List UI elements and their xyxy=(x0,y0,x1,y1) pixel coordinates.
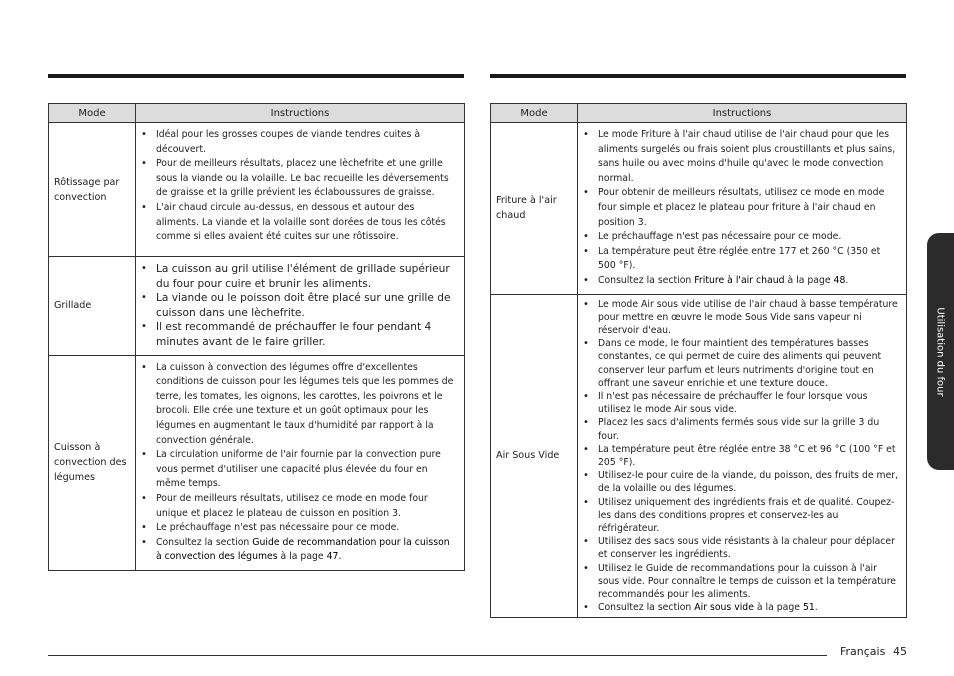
instructions-cell xyxy=(578,294,907,618)
list-item: • Le préchauffage n'est pas nécessaire pour ce mode. xyxy=(578,230,900,245)
right-column-rule xyxy=(490,74,906,78)
list-item: • La viande ou le poisson doit être placé sur une grille de cuisson dans une lèchefrite. xyxy=(136,291,458,320)
instructions-cell xyxy=(578,123,907,295)
list-item: • Il n'est pas nécessaire de préchauffer le four lorsque vous utilisez le mode Air sous vide. xyxy=(578,390,900,416)
table-header-row xyxy=(491,104,907,123)
reference-page: 48 xyxy=(833,274,846,286)
list-item xyxy=(578,274,900,289)
reference-page: 51 xyxy=(802,602,815,614)
instruction-list xyxy=(136,361,458,565)
reference-prefix: Consultez la section xyxy=(598,602,695,614)
list-item: • Utilisez uniquement des ingrédients frais et de qualité. Coupez-les dans des conditions propres et conservez-les au réfrigérateur. xyxy=(578,496,900,536)
list-item: • Le mode Friture à l'air chaud utilise de l'air chaud pour que les aliments surgelés ou frais soient plus croustillants et plus sains, sans huile ou avec moins d'huile qu'avec le mode convection normal. xyxy=(578,128,900,186)
mode-cell: Air Sous Vide xyxy=(491,294,578,618)
instruction-list xyxy=(578,298,900,615)
reference-middle: à la page xyxy=(277,551,327,563)
table-row xyxy=(491,123,907,295)
list-item: • Dans ce mode, le four maintient des températures basses constantes, ce qui permet de cuire des aliments qui peuvent conserver leur parfum et leurs nutriments d'origine tout en offrant une saveur enrichie et une texture douce. xyxy=(578,337,900,390)
footer-language: Français xyxy=(840,645,886,658)
list-item: • La température peut être réglée entre 38 °C et 96 °C (100 °F et 205 °F). xyxy=(578,443,900,469)
list-item: • Il est recommandé de préchauffer le four pendant 4 minutes avant de le faire griller. xyxy=(136,320,458,349)
reference-suffix: . xyxy=(845,274,849,286)
reference-middle: à la page xyxy=(753,602,803,614)
table-row xyxy=(491,294,907,618)
header-mode: Mode xyxy=(49,104,136,123)
list-item xyxy=(136,536,458,565)
footer-rule xyxy=(48,655,827,656)
list-item xyxy=(578,601,900,614)
list-item: • Pour de meilleurs résultats, placez une lèchefrite et une grille sous la viande ou la volaille. Le bac recueille les déversements de graisse et la grille prévient les éclaboussures de graisse. xyxy=(136,157,458,201)
table-row xyxy=(49,123,465,257)
list-item: • Placez les sacs d'aliments fermés sous vide sur la grille 3 du four. xyxy=(578,416,900,442)
mode-cell: Friture à l'air chaud xyxy=(491,123,578,295)
reference-middle: à la page xyxy=(784,274,834,286)
section-side-tab[interactable] xyxy=(927,233,954,470)
list-item: • La circulation uniforme de l'air fournie par la convection pure vous permet d'utiliser une capacité plus élevée du four en même temps. xyxy=(136,448,458,492)
list-item: • Le préchauffage n'est pas nécessaire pour ce mode. xyxy=(136,521,458,536)
table-row xyxy=(49,257,465,356)
mode-cell: Cuisson à convection des légumes xyxy=(49,355,136,570)
reference-suffix: . xyxy=(338,551,342,563)
left-column-rule xyxy=(48,74,464,78)
instruction-list xyxy=(136,262,458,350)
reference-link[interactable]: Guide de recommandation pour la cuisson à convection des légumes xyxy=(156,536,450,563)
header-instructions: Instructions xyxy=(578,104,907,123)
mode-cell: Grillade xyxy=(49,257,136,356)
reference-prefix: Consultez la section xyxy=(598,274,695,286)
reference-page: 47 xyxy=(326,551,339,563)
list-item: • L'air chaud circule au-dessus, en dessous et autour des aliments. La viande et la volaille sont dorées de tous les côtés comme si elles avaient été cuites sur une rôtissoire. xyxy=(136,201,458,245)
instruction-list xyxy=(136,128,458,245)
header-instructions: Instructions xyxy=(136,104,465,123)
reference-prefix: Consultez la section xyxy=(156,536,253,548)
list-item: • La température peut être réglée entre 177 et 260 °C (350 et 500 °F). xyxy=(578,245,900,274)
reference-suffix: . xyxy=(814,602,818,614)
left-mode-table xyxy=(48,103,465,571)
instructions-cell xyxy=(136,355,465,570)
table-header-row xyxy=(49,104,465,123)
list-item: • Utilisez des sacs sous vide résistants à la chaleur pour déplacer et conserver les ingrédients. xyxy=(578,535,900,561)
list-item: • Utilisez le Guide de recommandations pour la cuisson à l'air sous vide. Pour connaître le temps de cuisson et la température recommandés pour les aliments. xyxy=(578,562,900,602)
list-item: • Utilisez-le pour cuire de la viande, du poisson, des fruits de mer, de la volaille ou des légumes. xyxy=(578,469,900,495)
list-item: • La cuisson à convection des légumes offre d'excellentes conditions de cuisson pour les légumes tels que les pommes de terre, les tomates, les oignons, les carottes, les poivrons et le brocoli. Elle crée une texture et un goût optimaux pour les légumes en augmentant le taux d'humidité par rapport à la convection générale. xyxy=(136,361,458,449)
list-item: • La cuisson au gril utilise l'élément de grillade supérieur du four pour cuire et brunir les aliments. xyxy=(136,262,458,291)
list-item: • Le mode Air sous vide utilise de l'air chaud à basse température pour mettre en œuvre le mode Sous Vide sans vapeur ni réservoir d'eau. xyxy=(578,298,900,338)
reference-link[interactable]: Friture à l'air chaud xyxy=(694,274,785,286)
reference-link[interactable]: Air sous vide xyxy=(694,602,754,614)
list-item: • Pour obtenir de meilleurs résultats, utilisez ce mode en mode four simple et placez le plateau pour friture à l'air chaud en position 3. xyxy=(578,186,900,230)
section-side-tab-label: Utilisation du four xyxy=(934,306,946,397)
list-item: • Idéal pour les grosses coupes de viande tendres cuites à découvert. xyxy=(136,128,458,157)
list-item: • Pour de meilleurs résultats, utilisez ce mode en mode four unique et placez le plateau de cuisson en position 3. xyxy=(136,492,458,521)
mode-cell: Rôtissage par convection xyxy=(49,123,136,257)
table-row xyxy=(49,355,465,570)
right-mode-table xyxy=(490,103,907,618)
header-mode: Mode xyxy=(491,104,578,123)
instructions-cell xyxy=(136,123,465,257)
page-number: 45 xyxy=(893,645,907,658)
instruction-list xyxy=(578,128,900,289)
instructions-cell xyxy=(136,257,465,356)
